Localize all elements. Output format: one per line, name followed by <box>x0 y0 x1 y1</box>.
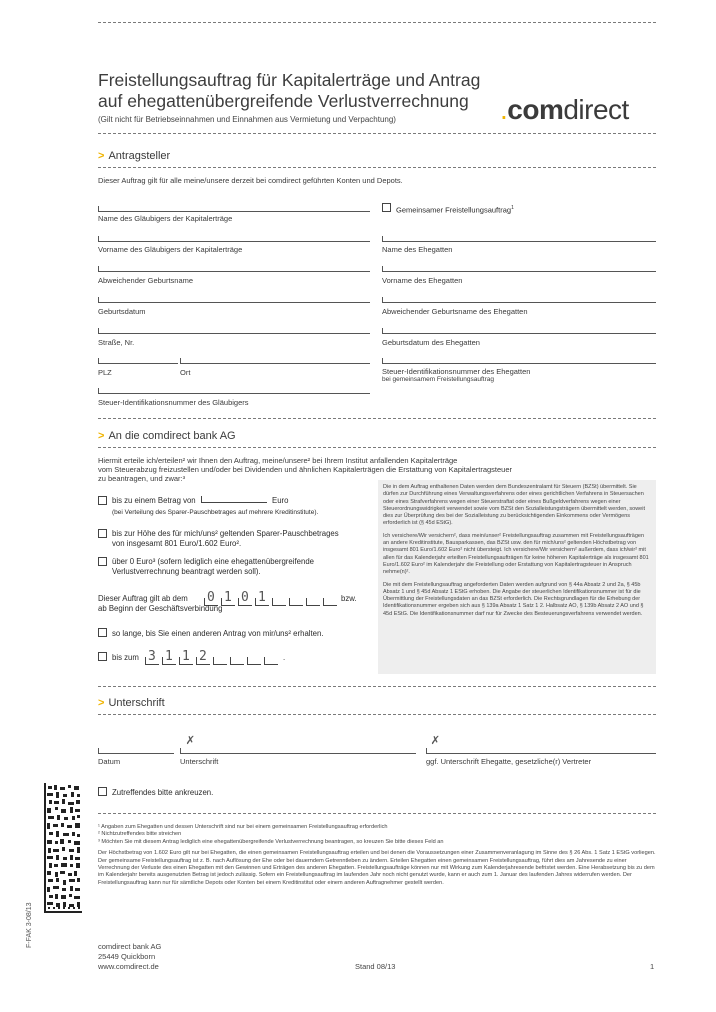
valid-or-label: bzw. <box>341 594 357 603</box>
divider <box>98 418 656 419</box>
joint-order-checkbox[interactable] <box>382 203 391 212</box>
form-id: F-FAK 3-08/13 <box>26 902 33 948</box>
footnote-paragraph: Der Höchstbetrag von 1.602 Euro gilt nur bei Ehegatten, die einen gemeinsamen Freistellungsauftrag erteilen und bei denen die Voraussetzungen einer Zusammenveranlagung im Sinne des § 26 Abs. 1 Satz 1 EStG vorliegen. Der gemeinsame Freistellungsauftrag ist z. B. nach Auflösung der Ehe oder bei dauerndem Getrenntleben zu ändern. Erteilen Ehegatten einen gemeinsamen Freistellungsauftrag, führt dies am Jahresende zu einer Verrechnung der Verluste des einen Ehegatten mit den Gewinnen und Erträgen des anderen Ehegatten. Freistellungsaufträge können nur mit Wirkung zum Kalenderjahresende befristet werden. Eine Herabsetzung bis zu dem im Kalenderjahr bereits ausgenutzten Betrag ist jedoch zulässig. Sofern ein Freistellungsauftrag im laufenden Jahr noch nicht genutzt wurde, kann er auch zum 1. Januar des laufenden Jahres widerrufen werden. Der Freistellungsauftrag kann nur für sämtliche Depots oder Konten bei einem Kreditinstitut oder einem anderen Auftragnehmer gestellt werden. <box>98 850 656 886</box>
date-signature-field[interactable] <box>98 753 174 754</box>
until-date-period: . <box>283 653 286 662</box>
field-label: Steuer-Identifikationsnummer des Gläubigers <box>98 398 249 407</box>
spouse-birthname-field[interactable] <box>382 302 656 303</box>
option-zero-label: über 0 Euro³ (sofern lediglich eine ehegattenübergreifende Verlustverrechnung beantragt werden soll). <box>112 557 314 576</box>
signature-mark-icon: ✗ <box>186 732 195 748</box>
until-date-input[interactable]: 3 1 1 2 <box>145 647 281 665</box>
title-line-2: auf ehegattenübergreifende Verlustverrechnung <box>98 91 469 111</box>
title-line-1: Freistellungsauftrag für Kapitalerträge und Antrag <box>98 70 481 90</box>
website-link[interactable]: www.comdirect.de <box>98 962 159 971</box>
example-checkbox <box>98 787 107 796</box>
birthname-field[interactable] <box>98 271 370 272</box>
street-field[interactable] <box>98 333 370 334</box>
section-heading-antragsteller: > Antragsteller <box>98 150 171 162</box>
spouse-name-field[interactable] <box>382 241 656 242</box>
field-label: PLZ <box>98 368 112 377</box>
field-label: Abweichender Geburtsname des Ehegatten <box>382 307 528 316</box>
spouse-signature-field[interactable] <box>426 753 656 754</box>
datamatrix-code-icon <box>44 783 82 913</box>
spouse-taxid-field[interactable] <box>382 363 656 364</box>
creditor-name-field[interactable] <box>98 211 370 212</box>
divider <box>98 167 656 168</box>
footnotes <box>98 824 656 887</box>
info-paragraph: Die in dem Auftrag enthaltenen Daten werden dem Bundeszentralamt für Steuern (BZSt) übermittelt. Sie dürfen zur Durchführung eines Verwaltungsverfahrens oder eines gerichtlichen Verfahrens in Steuersachen oder eines Strafverfahrens wegen einer Steuerstraftat oder eines Bußgeldverfahrens wegen einer Steuerordnungswidrigkeit verwendet sowie vom BZSt den Sozialleistungsträgern übermittelt werden, soweit dies zur Überprüfung des bei der Sozialleistung zu berücksichtigenden Einkommens oder Vermögens erforderlich ist (§ 45d EStG). <box>383 484 645 527</box>
field-label: Name des Ehegatten <box>382 245 453 254</box>
option-amount-note: (bei Verteilung des Sparer-Pauschbetrages auf mehrere Kreditinstitute). <box>112 509 319 516</box>
amount-input[interactable] <box>201 496 267 503</box>
joint-order-label: Gemeinsamer Freistellungsauftrag$^1$ <box>396 205 514 215</box>
footnote: ² Nichtzutreffendes bitte streichen <box>98 831 182 838</box>
field-label: Straße, Nr. <box>98 338 135 347</box>
section-heading-signature: > Unterschrift <box>98 697 165 709</box>
option-until-revoked-checkbox[interactable] <box>98 628 107 637</box>
data-protection-info-box <box>378 480 656 674</box>
spouse-signature-mark-icon: ✗ <box>431 732 440 748</box>
option-until-date-label: bis zum <box>112 653 139 662</box>
bank-intro: Hiermit erteile ich/erteilen² wir Ihnen den Auftrag, meine/unsere² bei Ihrem Institut anfallenden Kapitalerträge vom Steuerabzug freizustellen und/oder bei Dividenden und ähnlichen Kapitalerträgen die Erstattung von Kapitalertragsteuer zu beantragen, und zwar:³ <box>98 456 513 483</box>
divider <box>98 447 656 448</box>
divider <box>98 813 656 814</box>
field-label: Vorname des Ehegatten <box>382 276 463 285</box>
option-amount-label: bis zu einem Betrag von Euro <box>112 496 289 505</box>
field-sublabel: bei gemeinsamem Freistellungsauftrag <box>382 376 494 383</box>
field-label: Steuer-Identifikationsnummer des Ehegatten <box>382 367 531 376</box>
divider <box>98 22 656 23</box>
tick-instruction: Zutreffendes bitte ankreuzen. <box>112 788 214 797</box>
field-label: Vorname des Gläubigers der Kapitalerträge <box>98 245 243 254</box>
option-full-allowance-label: bis zur Höhe des für mich/uns² geltenden Sparer-Pauschbetrages von insgesamt 801 Euro/1.602 Euro². <box>112 529 339 548</box>
page-number: 1 <box>650 962 655 971</box>
field-label: Ort <box>180 368 191 377</box>
footer-address: comdirect bank AG 25449 Quickborn www.comdirect.de <box>98 942 162 971</box>
option-until-date-checkbox[interactable] <box>98 652 107 661</box>
field-label: Unterschrift <box>180 757 219 766</box>
spouse-firstname-field[interactable] <box>382 271 656 272</box>
footnote: ¹ Angaben zum Ehegatten und dessen Unterschrift sind nur bei einem gemeinsamen Freistellungsauftrag erforderlich <box>98 824 388 830</box>
footnote: ³ Möchten Sie mit diesem Antrag lediglich eine ehegattenübergreifende Verlustverrechnung beantragen, so kreuzen Sie bitte dieses Feld an <box>98 838 444 845</box>
option-full-allowance-checkbox[interactable] <box>98 529 107 538</box>
valid-business-start-label: ab Beginn der Geschäftsverbindung <box>98 604 223 613</box>
valid-from-label: Dieser Auftrag gilt ab dem <box>98 594 188 603</box>
field-label: Datum <box>98 757 121 766</box>
birthdate-field[interactable] <box>98 302 370 303</box>
field-label: Abweichender Geburtsname <box>98 276 194 285</box>
field-label: ggf. Unterschrift Ehegatte, gesetzliche(r) Vertreter <box>426 757 592 766</box>
field-label: Geburtsdatum des Ehegatten <box>382 338 480 347</box>
page-title <box>98 70 518 112</box>
creditor-taxid-field[interactable] <box>98 393 370 394</box>
antragsteller-intro: Dieser Auftrag gilt für alle meine/unsere derzeit bei comdirect geführten Konten und Depots. <box>98 176 403 185</box>
option-zero-checkbox[interactable] <box>98 557 107 566</box>
field-label: Geburtsdatum <box>98 307 146 316</box>
signature-field[interactable] <box>180 753 416 754</box>
city-field[interactable] <box>180 363 370 364</box>
valid-from-date-input[interactable]: 0 1 0 1 <box>204 588 340 606</box>
divider <box>98 133 656 134</box>
field-label: Name des Gläubigers der Kapitalerträge <box>98 214 233 223</box>
section-heading-bank: > An die comdirect bank AG <box>98 430 236 442</box>
option-until-revoked-label: so lange, bis Sie einen anderen Antrag von mir/uns² erhalten. <box>112 629 324 638</box>
comdirect-logo: .comdirect <box>500 94 629 125</box>
creditor-firstname-field[interactable] <box>98 241 370 242</box>
divider <box>98 686 656 687</box>
footer-stand: Stand 08/13 <box>355 962 396 971</box>
info-paragraph: Die mit dem Freistellungsauftrag angeforderten Daten werden aufgrund von § 44a Absatz 2 und 2a, § 45b Absatz 1 und § 45d Absatz 1 EStG erhoben. Die Angabe der steuerlichen Identifikationsnummer ist für die Übermittlung der Freistellungsdaten an das BZSt erforderlich. Die Rechtsgrundlagen für die Erhebung der Identifikationsnummer ergeben sich aus § 139a Absatz 1 Satz 1 2. Halbsatz AO, § 139b Absatz 2 AO und § 45d EStG. Die Identifikationsnummer darf nur für Zwecke des Besteuerungsverfahrens verwendet werden. <box>383 581 644 617</box>
zip-field[interactable] <box>98 363 178 364</box>
divider <box>98 714 656 715</box>
spouse-birthdate-field[interactable] <box>382 333 656 334</box>
option-amount-checkbox[interactable] <box>98 496 107 505</box>
page-subtitle: (Gilt nicht für Betriebseinnahmen und Einnahmen aus Vermietung und Verpachtung) <box>98 115 396 124</box>
info-paragraph: Ich versichere/Wir versichern², dass mein/unser² Freistellungsauftrag zusammen mit Freistellungsaufträgen an andere Kreditinstitute, Bausparkassen, das BZSt usw. den für mich/uns² geltenden Höchstbetrag von insgesamt 801 Euro/1.602 Euro² nicht übersteigt. Ich versichere/Wir versichern² außerdem, dass ich/wir² mit allen für das Kalenderjahr erteilten Freistellungsaufträgen für keine höheren Kapitalerträge als insgesamt 801 Euro/1.602 Euro² im Kalenderjahr die Freistellung oder Erstattung von Kapitalertragsteuer in Anspruch nehme(n)². <box>383 532 649 576</box>
